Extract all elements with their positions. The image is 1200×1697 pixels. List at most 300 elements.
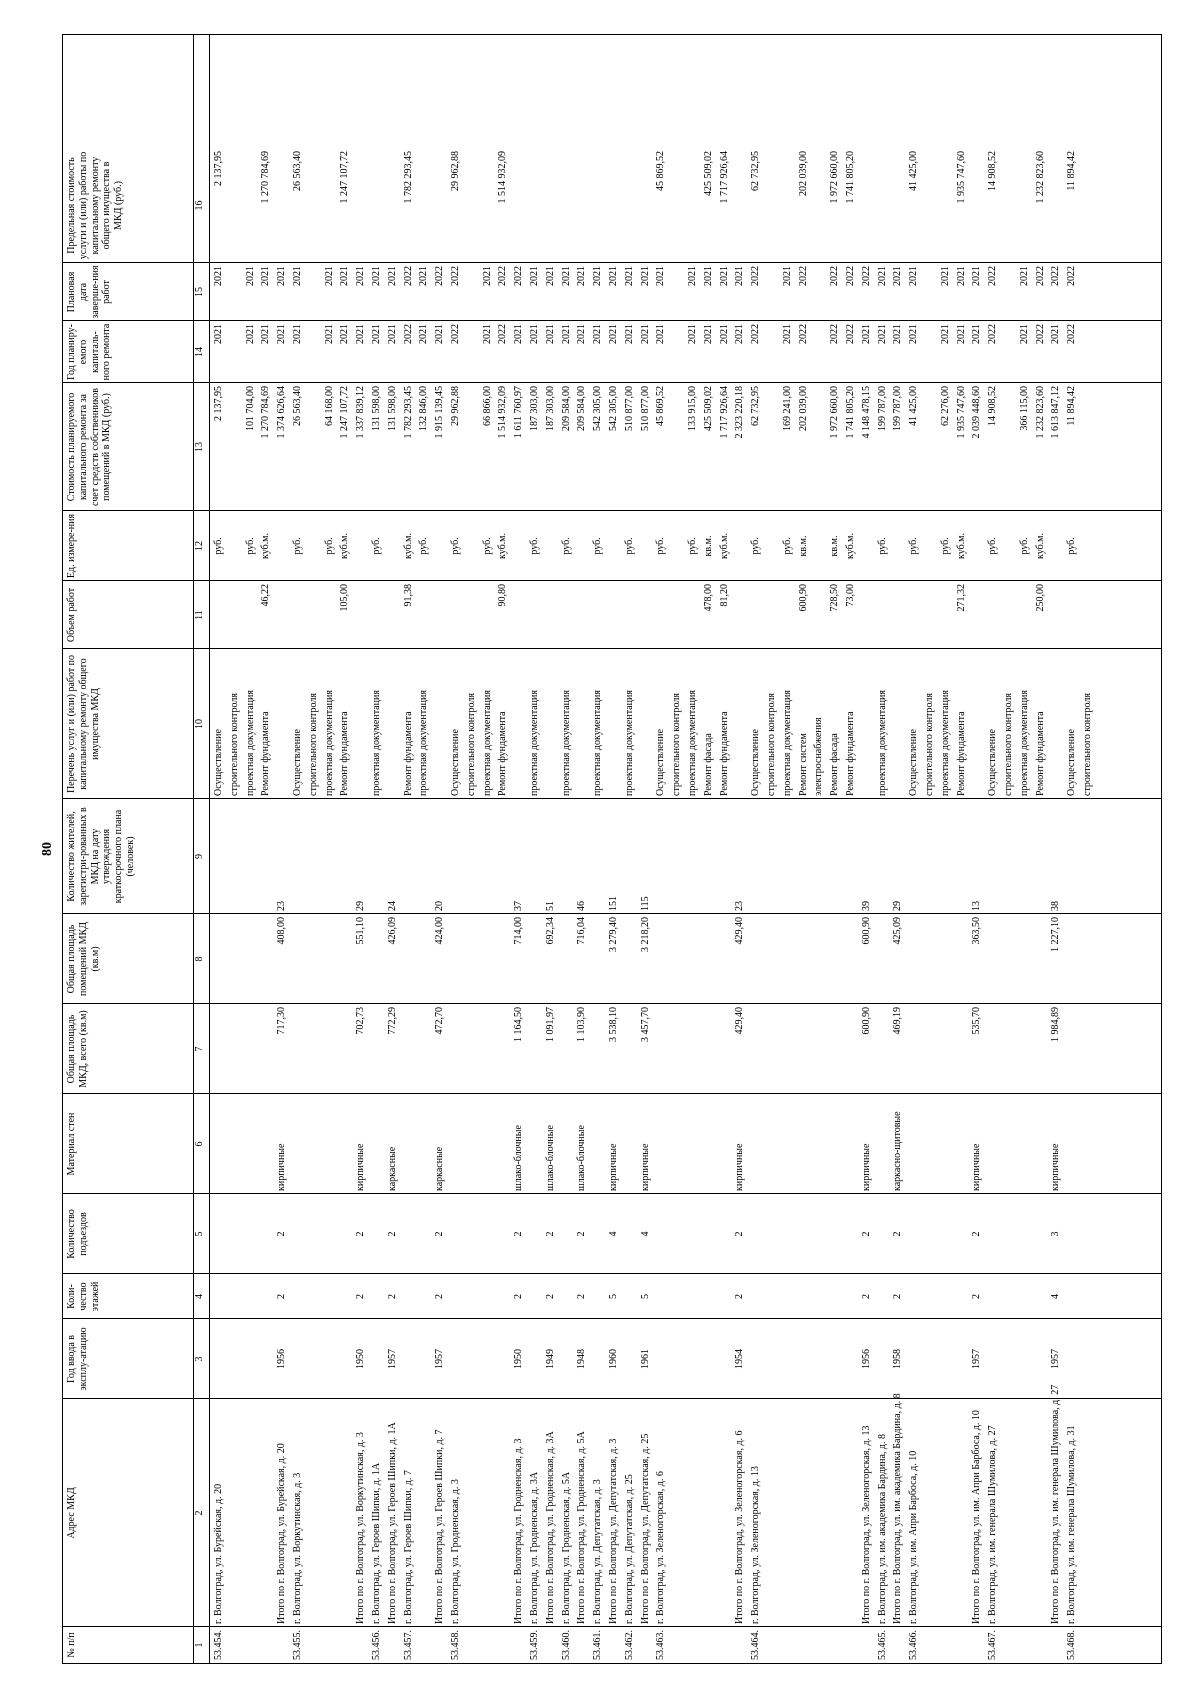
table-cell: 2022 [497,266,509,286]
table-cell: 2 [576,1231,588,1237]
table-cell: 26 563,40 [292,151,303,191]
address-cell: Итого по г. Волгоград, ул. Гродненская, д. 3 [513,1438,525,1624]
column-header: Материал стен [66,1112,77,1176]
table-cell: шлако-блочные [513,1125,525,1191]
column-divider [63,382,1161,383]
table-cell: строительного контроля [1003,693,1014,796]
table-cell: куб.м. [955,533,967,560]
table-cell: 1 935 747,60 [955,386,967,439]
table-cell: 2021 [386,324,398,344]
table-cell: 29 [355,901,367,911]
table-cell: кирпичные [860,1143,872,1191]
table-cell: 2021 [860,324,872,344]
table-cell: 478,00 [702,584,714,612]
table-cell: 53.457. [402,1630,414,1660]
page-number: 80 [40,842,55,856]
table-cell: 2 [355,1231,367,1237]
table-cell: 2021 [371,324,382,344]
table-cell: 3 538,10 [608,1007,619,1042]
table-cell: 199 787,00 [876,386,888,431]
address-cell: Итого по г. Волгоград, ул. Бурейская, д. 20 [276,1443,288,1624]
table-cell: 1 247 107,72 [339,386,351,439]
table-cell: руб. [244,537,256,555]
table-cell: строительного контроля [307,693,319,796]
table-cell: 2022 [1034,324,1046,344]
table-cell: 1 717 926,64 [718,386,730,439]
table-cell: 1956 [860,1349,872,1369]
table-cell: 2 [860,1231,872,1237]
table-cell: 2022 [450,324,461,344]
table-cell: 14 908,52 [987,386,999,426]
table-cell: 2021 [655,266,667,286]
table-cell: руб. [592,537,604,555]
column-header: Перечень услуг и (или) работ по капитальному ремонту общего имущества МКД [66,654,101,794]
address-cell: г. Волгоград, ул. Воркутинская, д. 3 [292,1472,303,1624]
column-divider [63,262,1161,263]
table-cell: руб. [655,537,667,555]
table-cell: 41 425,00 [908,151,920,191]
table-cell: 81,20 [718,584,730,607]
table-cell: 132 846,00 [418,386,430,431]
column-divider [63,580,1161,581]
table-cell: 2021 [971,266,983,286]
table-cell: руб. [623,537,635,555]
column-number: 7 [194,1046,205,1052]
table-cell: 600,90 [860,1007,872,1035]
table-cell: 2 [971,1294,983,1299]
table-cell: руб. [939,537,951,555]
table-cell: 2022 [987,266,999,286]
column-header: Количество жителей, зарегистри-рованных в МКД на дату утверждения краткосрочного плана (человек) [66,807,136,906]
table-cell: 363,50 [971,917,983,945]
table-cell: 2021 [560,266,572,286]
table-cell: 1 270 784,69 [260,151,272,204]
column-divider [63,648,1161,649]
table-cell: 2 [513,1294,525,1299]
table-cell: Осуществление [213,729,224,796]
table-cell: 53.464. [750,1630,762,1660]
table-cell: 131 598,00 [371,386,382,431]
table-cell: 1960 [608,1349,619,1369]
column-header: Год планиру-емого капиталь-ного ремонта [66,323,113,381]
table-cell: 1 091,97 [544,1007,556,1042]
table-cell: 151 [608,896,619,911]
table-cell: 53.455. [292,1630,303,1660]
table-cell: 2021 [244,266,256,286]
table-cell: 115 [639,896,651,911]
table-cell: 2022 [750,324,762,344]
table-cell: 2021 [544,266,556,286]
table-cell: 2021 [892,324,904,344]
table-cell: 510 877,00 [639,386,651,431]
table-cell: Ремонт фундамента [718,711,730,796]
table-cell: 2 039 448,60 [971,386,983,439]
table-cell: 53.461. [592,1630,604,1660]
table-cell: кв.м. [702,535,714,557]
table-cell: 2021 [213,266,224,286]
address-cell: г. Волгоград, ул. Героев Шипки, д. 1А [371,1462,382,1624]
column-header: Количество подъездов [66,1209,89,1259]
table-cell: 2022 [1066,266,1078,286]
table-cell: 2021 [292,266,303,286]
table-cell: 2022 [1066,324,1078,344]
table-cell: 1957 [1050,1349,1062,1369]
table-cell: 2022 [845,324,856,344]
table-cell: 2022 [845,266,856,286]
table-cell: 2021 [781,266,793,286]
table-cell: 3 457,70 [639,1007,651,1042]
table-cell: 408,00 [276,917,288,945]
table-cell: 2021 [655,324,667,344]
table-cell: 1 232 823,60 [1034,151,1046,204]
table-cell: 2021 [623,266,635,286]
table-cell: 2021 [1018,266,1030,286]
table-cell: 2021 [529,324,540,344]
table-cell: 2021 [481,324,493,344]
table-cell: 2021 [718,266,730,286]
table-cell: 1948 [576,1349,588,1369]
column-header: Адрес МКД [66,1487,77,1539]
table-cell: 2022 [450,266,461,286]
table-cell: 472,70 [434,1007,446,1035]
column-number: 16 [194,200,205,211]
table-cell: 429,40 [734,917,746,945]
table-cell: 714,00 [513,917,525,945]
table-cell: 2021 [639,324,651,344]
table-cell: 199 787,00 [892,386,904,431]
table-cell: 51 [544,901,556,911]
table-cell: 366 115,00 [1018,386,1030,431]
table-cell: Ремонт фундамента [260,711,272,796]
table-cell: 2 [434,1231,446,1237]
table-cell: 2 [386,1294,398,1299]
table-cell: 2021 [276,266,288,286]
table-cell: 2 323 220,18 [734,386,746,439]
table-cell: 1 972 660,00 [829,151,841,204]
rotated-page [36,34,1166,1664]
table-cell: Ремонт фундамента [1034,711,1046,796]
table-cell: проектная документация [323,690,335,796]
table-cell: кв.м. [797,535,809,557]
table-cell: 23 [734,901,746,911]
column-number: 14 [194,347,205,357]
table-cell: 53.456. [371,1630,382,1660]
table-cell: 37 [513,901,525,911]
column-number: 13 [194,442,205,452]
table-cell: 2 [386,1231,398,1237]
column-number: 15 [194,287,205,297]
table-cell: 1957 [434,1349,446,1369]
column-divider [63,1318,1161,1319]
table-cell: 209 584,00 [576,386,588,431]
table-cell: 1 514 932,09 [497,151,509,204]
table-cell: 2021 [734,266,746,286]
table-cell: 2021 [702,266,714,286]
table-cell: 2021 [876,324,888,344]
table-cell: 2021 [560,324,572,344]
column-header: Стоимость планируемого капитального ремонта за счет средств собственников помещений в МКД (руб.) [66,388,113,507]
table-cell: 1 227,10 [1050,917,1062,952]
table-cell: Осуществление [655,729,667,796]
table-cell: куб.м. [402,533,414,560]
table-cell: 53.463. [655,1630,667,1660]
table-cell: 1 514 932,09 [497,386,509,439]
table-cell: 2 [276,1294,288,1299]
address-cell: г. Волгоград, ул. Гродненская, д. 3А [529,1471,540,1624]
table-cell: руб. [687,537,698,555]
table-cell: 39 [860,901,872,911]
table-cell: 1 972 660,00 [829,386,841,439]
column-header: Плановая дата заверше-ния работ [66,265,113,319]
table-cell: 53.465. [876,1630,888,1660]
table-cell: проектная документация [939,690,951,796]
table-cell: 1 270 784,69 [260,386,272,439]
table-cell: 2022 [829,266,841,286]
table-cell: 250,00 [1034,584,1046,612]
table-cell: 2021 [687,266,698,286]
table-cell: каркасные [434,1146,446,1191]
table-cell: 2021 [213,324,224,344]
column-divider [63,1398,1161,1399]
column-divider [63,1093,1161,1094]
table-cell: руб. [292,537,303,555]
table-cell: 2022 [797,324,809,344]
table-cell: 169 241,00 [781,386,793,431]
table-cell: 2021 [781,324,793,344]
table-cell: 4 148 478,15 [860,386,872,439]
table-cell: 1 984,89 [1050,1007,1062,1042]
table-cell: 2 [276,1231,288,1237]
table-cell: 2022 [797,266,809,286]
table-cell: 62 732,95 [750,151,762,191]
address-cell: Итого по г. Волгоград, ул. Зеленогорская, д. 6 [734,1430,746,1624]
table-cell: 551,10 [355,917,367,945]
table-cell: 2021 [355,266,367,286]
table-cell: 11 894,42 [1066,151,1078,191]
table-cell: 1 717 926,64 [718,151,730,204]
table-cell: 1 782 293,45 [402,151,414,204]
table-cell: Ремонт фундамента [845,711,856,796]
table-cell: 425 509,02 [702,151,714,196]
table-cell: 2022 [513,266,525,286]
column-divider [63,1273,1161,1274]
table-cell: строительного контроля [465,693,477,796]
table-cell: Ремонт фундамента [339,711,351,796]
table-cell: 692,34 [544,917,556,945]
table-cell: 2 [576,1294,588,1299]
table-cell: 1950 [355,1349,367,1369]
address-cell: г. Волгоград, ул. Гродненская, д. 5А [560,1471,572,1624]
table-cell: 2021 [481,266,493,286]
table-cell: 1958 [892,1349,904,1369]
column-number: 3 [194,1356,205,1362]
table-cell: 1961 [639,1349,651,1369]
table-cell: 2 137,95 [213,151,224,186]
table-cell: 2 [734,1294,746,1299]
table-cell: 2021 [876,266,888,286]
address-cell: Итого по г. Волгоград, ул. им. Апри Барбоса, д. 10 [971,1410,983,1624]
table-cell: 2022 [402,266,414,286]
table-cell: 1 164,50 [513,1007,525,1042]
table-cell: 91,38 [402,584,414,607]
table-cell: 4 [1050,1294,1062,1299]
table-cell: проектная документация [781,690,793,796]
table-cell: 5 [608,1294,619,1299]
column-divider [63,1193,1161,1194]
table-cell: проектная документация [592,690,604,796]
table-cell: 46 [576,901,588,911]
table-cell: руб. [371,537,382,555]
column-number: 8 [194,956,205,962]
table-cell: руб. [481,537,493,555]
table-cell: 187 303,00 [529,386,540,431]
table-cell: руб. [1018,537,1030,555]
table-cell: 2021 [323,266,335,286]
column-header: Ед. измере-ния [66,513,77,579]
table-cell: куб.м. [718,533,730,560]
table-cell: 1 613 847,12 [1050,386,1062,439]
table-cell: 13 [971,901,983,911]
table-cell: 202 039,00 [797,386,809,431]
table-cell: руб. [876,537,888,555]
table-cell: 2022 [987,324,999,344]
address-cell: Итого по г. Волгоград, ул. Воркутинская, д. 3 [355,1432,367,1624]
table-cell: 2021 [292,324,303,344]
table-cell: 2022 [860,266,872,286]
table-cell: руб. [987,537,999,555]
column-divider [63,320,1161,321]
table-cell: 2021 [544,324,556,344]
address-cell: Итого по г. Волгоград, ул. Депутатская, д. 3 [608,1438,619,1624]
table-cell: 2021 [276,324,288,344]
table-cell: 1949 [544,1349,556,1369]
column-divider [63,1003,1161,1004]
table-cell: 1954 [734,1349,746,1369]
table-cell: 1956 [276,1349,288,1369]
table-cell: 29 962,88 [450,386,461,426]
table-cell: 2021 [386,266,398,286]
table-cell: 702,73 [355,1007,367,1035]
table-cell: проектная документация [244,690,256,796]
column-divider [63,913,1161,914]
table-cell: 20 [434,901,446,911]
table-cell: 1 232 823,60 [1034,386,1046,439]
table-cell: 542 305,00 [592,386,604,431]
table-cell: 2021 [418,324,430,344]
table-cell: 14 908,52 [987,151,999,191]
table-cell: 2021 [418,266,430,286]
table-cell: 2021 [576,324,588,344]
table-cell: 1 374 626,64 [276,386,288,439]
table-cell: кирпичные [355,1143,367,1191]
column-header: Общая площадь помещений МКД (кв.м) [66,922,101,997]
table-cell: 2021 [339,324,351,344]
table-cell: строительного контроля [766,693,777,796]
address-cell: Итого по г. Волгоград, ул. им. генерала Шумилова, д. 27 [1050,1384,1062,1624]
column-number: 5 [194,1231,205,1237]
table-cell: 41 425,00 [908,386,920,426]
table-cell: Ремонт фундамента [497,711,509,796]
table-cell: 2021 [371,266,382,286]
table-cell: 2 [860,1294,872,1299]
table-cell: 424,00 [434,917,446,945]
table-cell: 2 [892,1294,904,1299]
column-divider [63,510,1161,511]
table-cell: Ремонт фасада [702,733,714,796]
table-cell: 600,90 [860,917,872,945]
table-cell: 2021 [718,324,730,344]
table-cell: куб.м. [845,533,856,560]
table-cell: 1950 [513,1349,525,1369]
address-cell: Итого по г. Волгоград, ул. Героев Шипки, д. 1А [386,1422,398,1624]
column-header: Общая площадь МКД, всего (кв.м) [66,1010,89,1088]
address-cell: г. Волгоград, ул. Зеленогорская, д. 13 [750,1466,762,1624]
table-cell: 728,50 [829,584,841,612]
column-header: Объем работ [66,587,77,643]
table-cell: Осуществление [1066,729,1078,796]
table-cell: Ремонт фундамента [955,711,967,796]
table-cell: 2021 [955,266,967,286]
table-cell: 62 276,00 [939,386,951,426]
table-cell: 1 103,90 [576,1007,588,1042]
column-header: Предельная стоимость услуги и (или) работы по капитальному ремонту общего имущества в МКД (руб.) [66,151,125,260]
table-cell: 62 732,95 [750,386,762,426]
table-cell: 425 509,02 [702,386,714,431]
table-cell: шлако-блочные [576,1125,588,1191]
table-cell: 426,09 [386,917,398,945]
table-cell: 53.466. [908,1630,920,1660]
table-cell: Осуществление [750,729,762,796]
table-cell: проектная документация [529,690,540,796]
table-cell: 2021 [971,324,983,344]
table-cell: 2021 [576,266,588,286]
table-cell: 26 563,40 [292,386,303,426]
table-cell: 66 866,00 [481,386,493,426]
table-cell: 2021 [1050,324,1062,344]
table-cell: 133 915,00 [687,386,698,431]
column-number: 4 [194,1294,205,1299]
table-cell: куб.м. [497,533,509,560]
table-cell: 4 [639,1231,651,1237]
address-cell: Итого по г. Волгоград, ул. им. академика Бардина, д. 8 [892,1393,904,1624]
table-cell: 772,29 [386,1007,398,1035]
table-cell: 2021 [734,324,746,344]
table-cell: 2 [355,1294,367,1299]
address-cell: Итого по г. Волгоград, ул. Гродненская, д. 5А [576,1431,588,1624]
address-cell: Итого по г. Волгоград, ул. Гродненская, д. 3А [544,1431,556,1624]
table-cell: 3 218,20 [639,917,651,952]
table-cell: 29 [892,901,904,911]
table-cell: кв.м. [829,535,841,557]
table-cell: проектная документация [481,690,493,796]
column-number: 11 [194,610,205,620]
table-cell: 23 [276,901,288,911]
column-number: 6 [194,1141,205,1147]
table-cell: куб.м. [339,533,351,560]
table-cell: строительного контроля [924,693,935,796]
table-cell: 2 [734,1231,746,1237]
address-cell: г. Волгоград, ул. им. генерала Шумилова, д. 31 [1066,1425,1078,1624]
table-cell: кирпичные [639,1143,651,1191]
column-number: 12 [194,541,205,551]
table-cell: 131 598,00 [386,386,398,431]
table-cell: руб. [529,537,540,555]
table-cell: 2 137,95 [213,386,224,421]
table-cell: 5 [639,1294,651,1299]
table-cell: проектная документация [1018,690,1030,796]
address-cell: Итого по г. Волгоград, ул. Героев Шипки, д. 7 [434,1429,446,1624]
table-cell: 2021 [592,324,604,344]
